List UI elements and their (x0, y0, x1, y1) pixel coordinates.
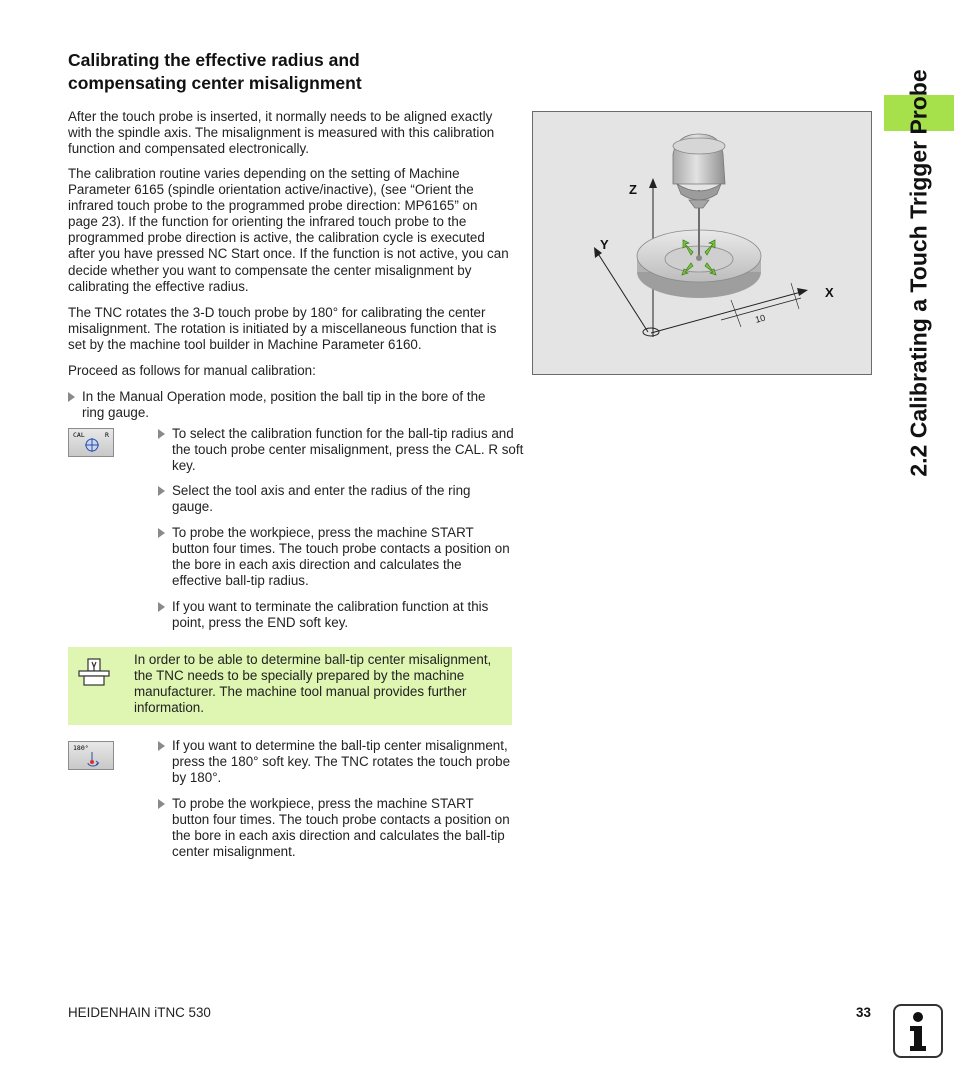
rotate-180-softkey[interactable] (68, 741, 114, 770)
step-select-axis (158, 483, 512, 515)
bullet-arrow-icon (158, 429, 165, 439)
axis-y-label: Y (600, 237, 609, 252)
bullet-arrow-icon (158, 799, 165, 809)
bullet-arrow-icon (158, 486, 165, 496)
rotation-paragraph: The TNC rotates the 3-D touch probe by 180° for calibrating the center misalignment. The rotation is initiated by a miscellaneous function that is set by the machine tool builder in Machine Parameter 6160. (68, 305, 497, 353)
chapter-side-title: 2.2 Calibrating a Touch Trigger Probe (905, 69, 932, 477)
step-manual-position (68, 389, 510, 421)
proceed-paragraph: Proceed as follows for manual calibration: (68, 363, 316, 378)
crosshair-circle-icon (85, 438, 99, 452)
intro-paragraph: After the touch probe is inserted, it normally needs to be aligned exactly with the spindle axis. The misalignment is measured with this calibration function and compensated electronically. (68, 109, 495, 157)
note-text: In order to be able to determine ball-tip center misalignment, the TNC needs to be specially prepared by the machine manufacturer. The machine tool manual provides further information. (134, 652, 492, 716)
note-box (68, 647, 512, 725)
step-terminate (158, 599, 524, 631)
bullet-arrow-icon (158, 602, 165, 612)
calibration-figure (532, 111, 872, 375)
softkey-label: 180° (73, 744, 89, 752)
bullet-arrow-icon (158, 528, 165, 538)
page-number: 33 (856, 1005, 871, 1020)
axis-z-label: Z (629, 182, 637, 197)
step-text: Select the tool axis and enter the radius of the ring gauge. (172, 483, 471, 515)
step-text: In the Manual Operation mode, position the ball tip in the bore of the ring gauge. (82, 389, 486, 421)
step-text: If you want to terminate the calibration function at this point, press the END soft key. (172, 599, 489, 631)
dimension-label: 10 (754, 312, 767, 325)
rotate-probe-icon (85, 751, 101, 767)
step-text: To select the calibration function for the ball-tip radius and the touch probe center misalignment, press the CAL. R soft key. (172, 426, 524, 474)
step-text: To probe the workpiece, press the machine START button four times. The touch probe contacts a position on the bore in each axis direction and calculates the effective ball-tip radius. (172, 525, 510, 589)
step-text: To probe the workpiece, press the machine START button four times. The touch probe contacts a position on the bore in each axis direction and calculates the ball-tip center misalignment. (172, 796, 510, 860)
step-select-cal-r (158, 426, 524, 474)
cal-r-softkey[interactable] (68, 428, 114, 457)
step-probe-radius (158, 525, 512, 589)
step-probe-misalignment (158, 796, 512, 860)
routine-paragraph: The calibration routine varies depending on the setting of Machine Parameter 6165 (spindle orientation active/inactive), (see “Orient the infrared touch probe to the programmed probe direction: MP6165” on page 23). If the function for orienting the infrared touch probe to the programmed probe direction is active, the calibration cycle is executed after you have pressed NC Start once. If the function is not active, you can decide whether you want to compensate the center misalignment by calibrating the effective radius. (68, 166, 509, 294)
step-press-180 (158, 738, 512, 786)
footer-product: HEIDENHAIN iTNC 530 (68, 1005, 211, 1020)
touch-probe-ring-gauge-illustration (533, 112, 871, 374)
machine-tool-icon (78, 658, 110, 688)
softkey-label-left: CAL (73, 431, 85, 439)
bullet-arrow-icon (158, 741, 165, 751)
info-glyph-icon (895, 1006, 941, 1056)
section-heading (68, 49, 488, 95)
section-heading-line-1: Calibrating the effective radius and (68, 50, 360, 70)
step-text: If you want to determine the ball-tip center misalignment, press the 180° soft key. The TNC rotates the touch probe by 180°. (172, 738, 511, 786)
section-heading-line-2: compensating center misalignment (68, 73, 362, 93)
axis-x-label: X (825, 285, 834, 300)
info-icon[interactable] (893, 1004, 943, 1058)
softkey-label-right: R (105, 431, 109, 439)
bullet-arrow-icon (68, 392, 75, 402)
